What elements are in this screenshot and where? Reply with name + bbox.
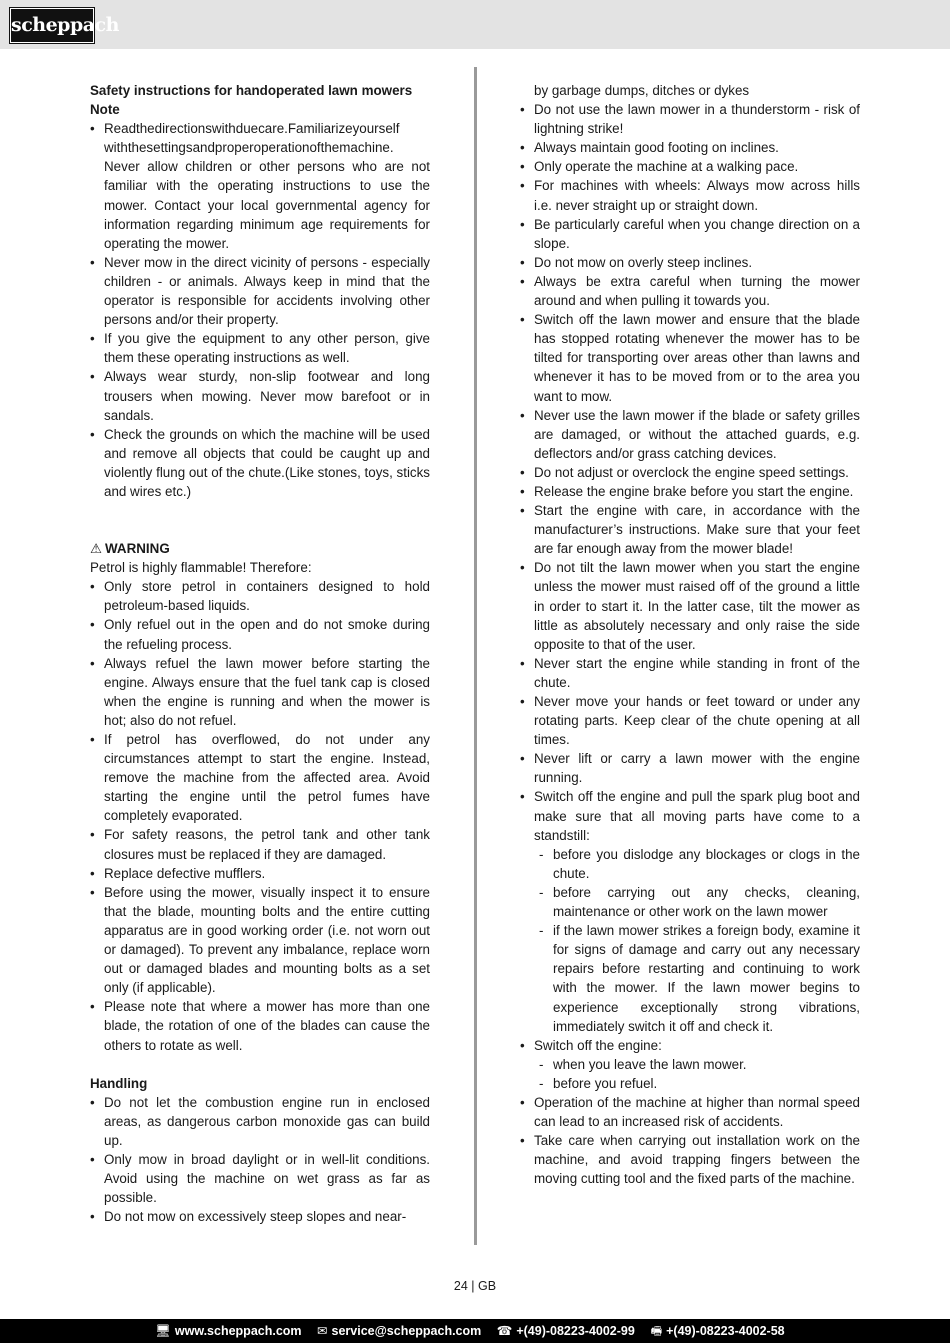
footer-phone: [497, 1324, 635, 1338]
list-item: • Do not use the lawn mower in a thunderstorm - risk of lightning strike!: [520, 100, 860, 138]
email-link[interactable]: service@scheppach.com: [331, 1324, 482, 1338]
list-item: • If petrol has overflowed, do not under any circumstances attempt to start the engine. Instead, remove the machine from the affected area. Avoid starting the engine until the petrol fumes have completely evaporated.: [90, 730, 430, 825]
monitor-icon: 🖥: [155, 1324, 171, 1338]
list-item: • Do not adjust or overclock the engine speed settings.: [520, 463, 860, 482]
fax-number: +(49)-08223-4002-58: [666, 1324, 785, 1338]
list-item: • Start the engine with care, in accordance with the manufacturer’s instructions. Make sure that your feet are far enough away from the mower blade!: [520, 501, 860, 558]
list-item: • Never start the engine while standing in front of the chute.: [520, 654, 860, 692]
footer-bar: [0, 1319, 950, 1343]
list-item: • Only operate the machine at a walking pace.: [520, 157, 860, 176]
note-list: [90, 119, 430, 501]
list-item: • Only mow in broad daylight or in well-lit conditions. Avoid using the machine on wet grass as far as possible.: [90, 1150, 430, 1207]
footer-contacts: [155, 1319, 797, 1343]
list-item: [520, 787, 860, 1035]
phone-number: +(49)-08223-4002-99: [516, 1324, 635, 1338]
list-item: • Only store petrol in containers designed to hold petroleum-based liquids.: [90, 577, 430, 615]
right-column: [520, 81, 860, 1188]
list-item: • Never use the lawn mower if the blade or safety grilles are damaged, or without the attached guards, e.g. deflectors and/or grass catching devices.: [520, 406, 860, 463]
list-item: • Never move your hands or feet toward or under any rotating parts. Keep clear of the chute opening at all times.: [520, 692, 860, 749]
spacer: [90, 501, 430, 539]
sub-list-item: - before you refuel.: [534, 1074, 860, 1093]
list-item: • If you give the equipment to any other person, give them these operating instructions as well.: [90, 329, 430, 367]
list-item: • For machines with wheels: Always mow across hills i.e. never straight up or straight down.: [520, 176, 860, 214]
list-item: • Be particularly careful when you change direction on a slope.: [520, 215, 860, 253]
warning-intro: Petrol is highly flammable! Therefore:: [90, 560, 312, 576]
left-column: [90, 81, 430, 1226]
list-item: • Only refuel out in the open and do not smoke during the refueling process.: [90, 615, 430, 653]
warning-triangle-icon: ⚠: [90, 541, 103, 557]
list-item: • Always wear sturdy, non-slip footwear and long trousers when mowing. Never mow barefoot or in sandals.: [90, 367, 430, 424]
continued-text: by garbage dumps, ditches or dykes: [534, 83, 750, 98]
list-item: • Readthedirectionswithduecare.Familiarizeyourself withthesettingsandproperoperationofthemachine. Never allow children or other persons who are not familiar with the operating instructions to use the mower. Contact your local governmental agency for information regarding minimum age requirements for operating the mower.: [90, 119, 430, 253]
list-item: • Take care when carrying out installation work on the machine, and avoid trapping fingers between the moving cutting tool and the fixed parts of the machine.: [520, 1131, 860, 1188]
handling-list: [90, 1093, 430, 1227]
list-item-text: • Switch off the engine:: [534, 1037, 662, 1053]
fax-icon: 🖷: [650, 1324, 663, 1338]
list-item: • Do not mow on overly steep inclines.: [520, 253, 860, 272]
list-item-text: • Switch off the engine and pull the spark plug boot and make sure that all moving parts have come to a standstill:: [534, 789, 860, 843]
list-item: • Always maintain good footing on inclines.: [520, 138, 860, 157]
list-item: • Never lift or carry a lawn mower with the engine running.: [520, 749, 860, 787]
footer-email[interactable]: [317, 1324, 481, 1338]
sub-list-item: - before carrying out any checks, cleaning, maintenance or other work on the lawn mower: [534, 883, 860, 921]
warning-title: WARNING: [105, 541, 170, 557]
list-item: • Release the engine brake before you start the engine.: [520, 482, 860, 501]
list-item: • Before using the mower, visually inspect it to ensure that the blade, mounting bolts and the entire cutting apparatus are in good working order (i.e. not worn out or damaged). To prevent any imbalance, replace worn out or damaged blades and mounting bolts as a set only (if applicable).: [90, 883, 430, 998]
section-title-safety: Safety instructions for handoperated lawn mowers: [90, 83, 413, 98]
sub-list-item: - if the lawn mower strikes a foreign body, examine it for signs of damage and carry out any necessary repairs before restarting and continuing to work with the mower. If the lawn mower begins to experience exceptionally strong vibrations, immediately switch it off and check it.: [534, 921, 860, 1036]
list-item: • Never mow in the direct vicinity of persons - especially children - or animals. Always keep in mind that the operator is responsible for accidents involving other persons and/or their property.: [90, 253, 430, 329]
header-bar: [0, 0, 950, 49]
list-item: • For safety reasons, the petrol tank and other tank closures must be replaced if they are damaged.: [90, 825, 430, 863]
list-item: • Do not tilt the lawn mower when you start the engine unless the mower must raised off of the ground a little in order to start it. In the latter case, tilt the mower as little as absolutely necessary and only raise the side opposite to that of the user.: [520, 558, 860, 653]
list-item: • Do not mow on excessively steep slopes and near-: [90, 1207, 430, 1226]
handling-list-continued: [520, 100, 860, 1188]
page-number: 24 | GB: [453, 1279, 497, 1293]
list-item: • Do not let the combustion engine run in enclosed areas, as dangerous carbon monoxide gas can build up.: [90, 1093, 430, 1150]
scheppach-logo: scheppach: [10, 8, 94, 43]
website-link[interactable]: www.scheppach.com: [174, 1324, 302, 1338]
column-divider: [474, 67, 477, 1245]
list-item: • Please note that where a mower has more than one blade, the rotation of one of the blades can cause the others to rotate as well.: [90, 997, 430, 1054]
footer-fax: [650, 1324, 784, 1338]
list-item: • Always be extra careful when turning the mower around and when pulling it towards you.: [520, 272, 860, 310]
email-icon: ✉: [317, 1324, 328, 1338]
list-item: • Check the grounds on which the machine will be used and remove all objects that could be caught up and violently flung out of the chute.(Like stones, toys, sticks and wires etc.): [90, 425, 430, 501]
spacer: [90, 1055, 430, 1074]
sub-list: [534, 845, 860, 1036]
note-heading: Note: [90, 102, 120, 118]
list-item: • Always refuel the lawn mower before starting the engine. Always ensure that the fuel tank cap is closed when the engine is running and when the mower is hot; also do not refuel.: [90, 654, 430, 730]
handling-heading: Handling: [90, 1075, 148, 1091]
phone-icon: ☎: [496, 1324, 513, 1338]
warning-list: [90, 577, 430, 1054]
list-item: • Operation of the machine at higher than normal speed can lead to an increased risk of accidents.: [520, 1093, 860, 1131]
sub-list-item: - before you dislodge any blockages or clogs in the chute.: [534, 845, 860, 883]
list-item: [520, 1036, 860, 1093]
list-item: • Replace defective mufflers.: [90, 864, 430, 883]
footer-website[interactable]: [155, 1324, 302, 1338]
sub-list-item: - when you leave the lawn mower.: [534, 1055, 860, 1074]
warning-heading: [90, 539, 430, 558]
sub-list: [534, 1055, 860, 1093]
list-item: • Switch off the lawn mower and ensure that the blade has stopped rotating whenever the mower has to be tilted for transporting over areas other than lawns and whenever it has to be moved from or to the area you want to mow.: [520, 310, 860, 405]
